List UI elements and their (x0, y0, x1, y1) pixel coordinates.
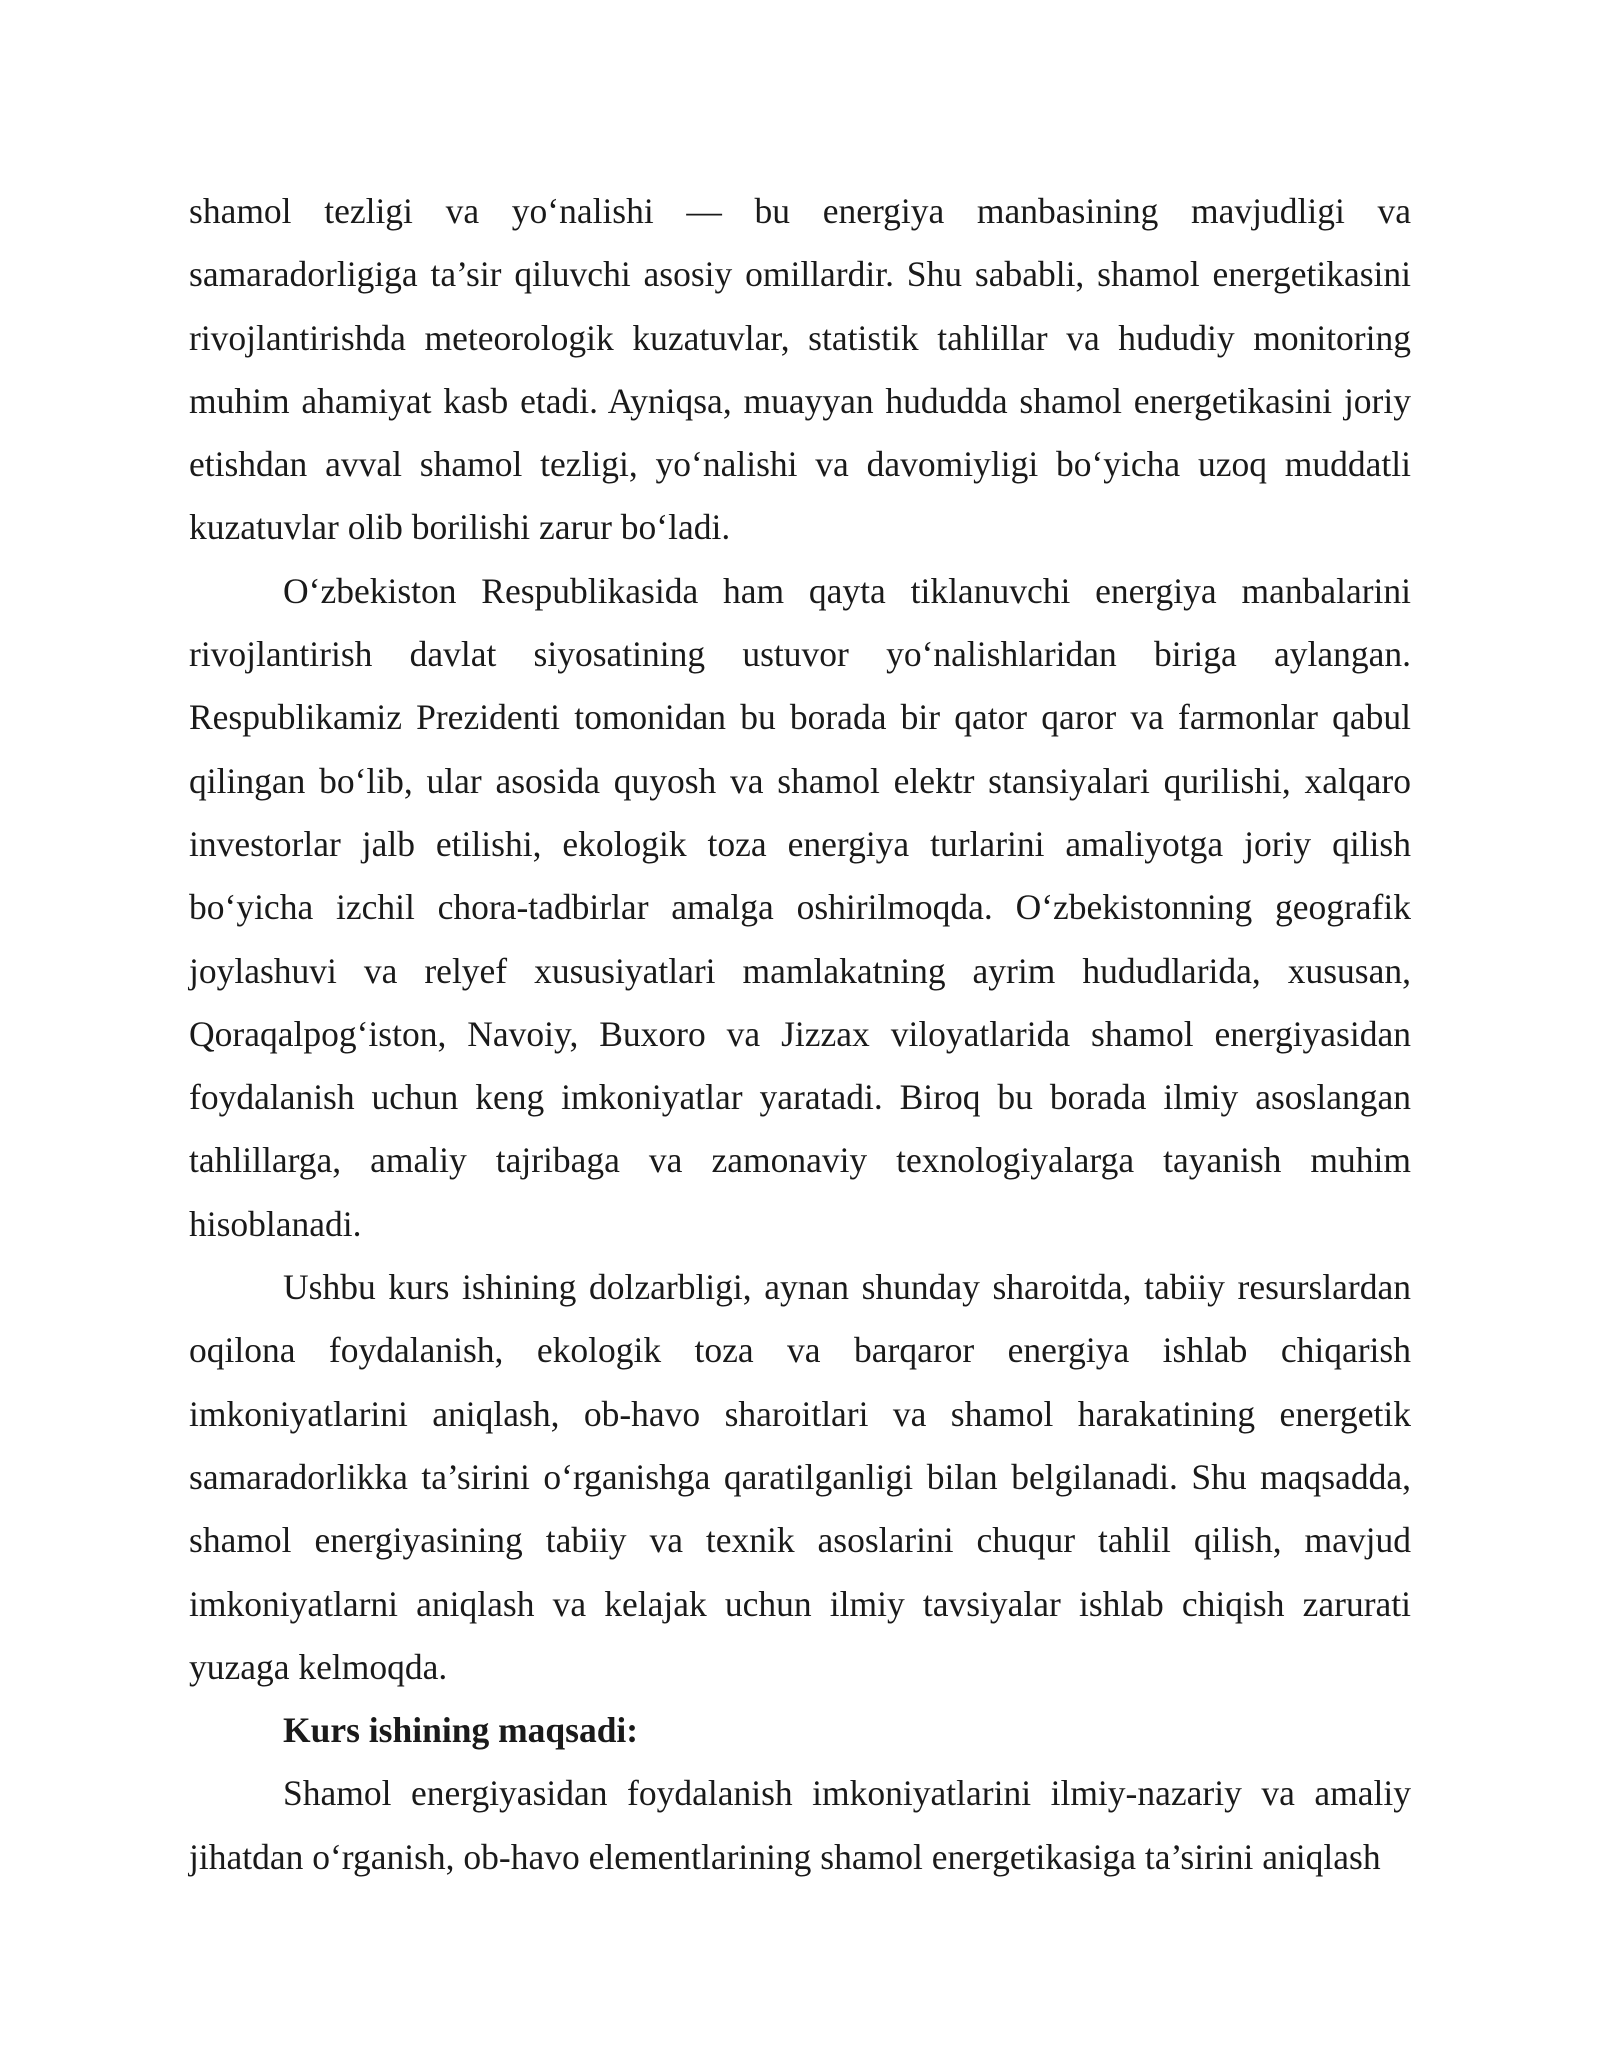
paragraph-relevance: Ushbu kurs ishining dolzarbligi, aynan shunday sharoitda, tabiiy resurslardan oqilona foydalanish, ekologik toza va barqaror energiya ishlab chiqarish imkoniyatlarini aniqlash, ob-havo sharoitlari va shamol harakatining energetik samaradorlikka ta’sirini o‘rganishga qaratilganligi bilan belgilanadi. Shu maqsadda, shamol energiyasining tabiiy va texnik asoslarini chuqur tahlil qilish, mavjud imkoniyatlarni aniqlash va kelajak uchun ilmiy tavsiyalar ishlab chiqish zarurati yuzaga kelmoqda. (189, 1267, 1411, 1687)
paragraph-continuation: shamol tezligi va yo‘nalishi — bu energiya manbasining mavjudligi va samaradorligiga ta’sir qiluvchi asosiy omillardir. Shu sababli, shamol energetikasini rivojlantirishda meteorologik kuzatuvlar, statistik tahlillar va hududiy monitoring muhim ahamiyat kasb etadi. Ayniqsa, muayyan hududda shamol energetikasini joriy etishdan avval shamol tezligi, yo‘nalishi va davomiyligi bo‘yicha uzoq muddatli kuzatuvlar olib borilishi zarur bo‘ladi. (189, 191, 1411, 548)
paragraph-goal: Shamol energiyasidan foydalanish imkoniyatlarini ilmiy-nazariy va amaliy jihatdan o‘rganish, ob-havo elementlarining shamol energetikasiga ta’sirini aniqlash (189, 1773, 1411, 1877)
paragraph-uzbekistan-policy: O‘zbekiston Respublikasida ham qayta tiklanuvchi energiya manbalarini rivojlantirish davlat siyosatining ustuvor yo‘nalishlaridan biriga aylangan. Respublikamiz Prezidenti tomonidan bu borada bir qator qaror va farmonlar qabul qilingan bo‘lib, ular asosida quyosh va shamol elektr stansiyalari qurilishi, xalqaro investorlar jalb etilishi, ekologik toza energiya turlarini amaliyotga joriy qilish bo‘yicha izchil chora-tadbirlar amalga oshirilmoqda. O‘zbekistonning geografik joylashuvi va relyef xususiyatlari mamlakatning ayrim hududlarida, xususan, Qoraqalpog‘iston, Navoiy, Buxoro va Jizzax viloyatlarida shamol energiyasidan foydalanish uchun keng imkoniyatlar yaratadi. Biroq bu borada ilmiy asoslangan tahlillarga, amaliy tajribaga va zamonaviy texnologiyalarga tayanish muhim hisoblanadi. (189, 570, 1411, 1244)
section-heading-goal: Kurs ishining maqsadi: (283, 1710, 639, 1751)
document-body (189, 180, 1411, 1889)
